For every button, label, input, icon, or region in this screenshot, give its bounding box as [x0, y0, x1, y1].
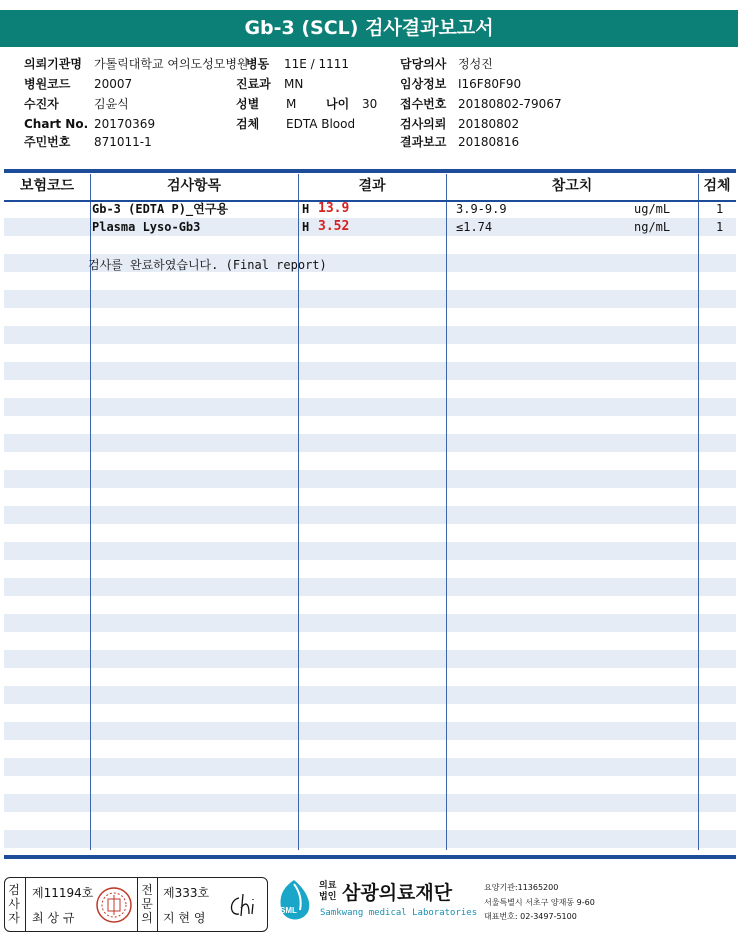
specimen-count: 1: [716, 220, 724, 234]
dept-value: MN: [284, 77, 304, 91]
row-stripe: [4, 650, 736, 668]
seal-stamp-icon: [95, 886, 133, 924]
request-label: 검사의뢰: [400, 117, 447, 131]
doctor-label: 담당의사: [400, 57, 447, 71]
specialist-number: 제333호: [163, 886, 210, 900]
test-item: Plasma Lyso-Gb3: [92, 220, 201, 234]
row-stripe: [4, 794, 736, 812]
row-stripe: [4, 434, 736, 452]
row-stripe: [4, 614, 736, 632]
header-result: 결과: [358, 178, 386, 194]
org-code: 요양기관:11365200: [484, 883, 559, 892]
row-stripe: [4, 506, 736, 524]
code-label: 병원코드: [24, 77, 71, 91]
age-label: 나이: [326, 97, 350, 111]
completion-note: 검사를 완료하였습니다. (Final report): [88, 258, 327, 272]
specialist-label: 전문의: [141, 883, 153, 925]
table-top-rule: [4, 169, 736, 173]
report-date-value: 20180816: [458, 135, 520, 149]
code-value: 20007: [94, 77, 133, 91]
result-flag: H: [302, 202, 310, 216]
specimen-label: 검체: [236, 117, 260, 131]
logo-text: SML: [280, 906, 297, 915]
row-stripe: [4, 578, 736, 596]
row-stripe: [4, 290, 736, 308]
row-stripe: [4, 326, 736, 344]
hospital-value: 가톨릭대학교 여의도성모병원: [94, 57, 249, 71]
doctor-value: 정성진: [458, 57, 493, 71]
clinical-value: I16F80F90: [458, 77, 522, 91]
header-item: 검사항목: [166, 178, 222, 194]
signature-box: [4, 877, 268, 932]
row-stripe: [4, 686, 736, 704]
receipt-value: 20180802-79067: [458, 97, 562, 111]
reference-range: ≤1.74: [456, 220, 493, 234]
clinical-label: 임상정보: [400, 77, 447, 91]
ward-label: 병동: [246, 57, 270, 71]
org-phone: 대표번호: 02-3497-5100: [484, 912, 577, 921]
specimen-value: EDTA Blood: [286, 117, 356, 131]
column-divider: [90, 174, 91, 850]
specialist-name: 지 현 영: [163, 911, 206, 925]
result-value: 13.9: [318, 201, 350, 216]
request-value: 20180802: [458, 117, 520, 131]
id-value: 871011-1: [94, 135, 152, 149]
reference-unit: ug/mL: [634, 202, 671, 216]
examiner-number: 제11194호: [32, 886, 94, 900]
org-prefix-2: 법인: [319, 892, 337, 902]
chart-label: Chart No.: [24, 117, 89, 131]
report-date-label: 결과보고: [400, 135, 447, 149]
header-code: 보험코드: [19, 178, 75, 194]
age-value: 30: [362, 97, 378, 111]
patient-label: 수진자: [24, 97, 59, 111]
divider: [137, 878, 138, 931]
row-stripe: [4, 362, 736, 380]
sex-label: 성별: [236, 97, 260, 111]
signature-icon: [225, 888, 265, 922]
result-value: 3.52: [318, 219, 350, 234]
results-table: [4, 174, 736, 850]
header-specimen: 검체: [703, 178, 731, 194]
org-address: 서울특별시 서초구 양재동 9-60: [484, 898, 595, 907]
patient-value: 김윤식: [94, 97, 129, 111]
row-stripe: [4, 722, 736, 740]
dept-label: 진료과: [236, 77, 271, 91]
reference-unit: ng/mL: [634, 220, 671, 234]
receipt-label: 접수번호: [400, 97, 447, 111]
examiner-name: 최 상 규: [32, 911, 75, 925]
hospital-label: 의뢰기관명: [24, 57, 82, 71]
org-english-name: Samkwang medical Laboratories: [320, 908, 478, 918]
sex-value: M: [286, 97, 297, 111]
org-prefix-1: 의료: [319, 881, 337, 891]
row-stripe: [4, 542, 736, 560]
column-divider: [698, 174, 699, 850]
header-reference: 참고치: [551, 178, 593, 194]
chart-value: 20170369: [94, 117, 156, 131]
column-divider: [298, 174, 299, 850]
test-item: Gb-3 (EDTA P)_연구용: [92, 202, 228, 216]
divider: [25, 878, 26, 931]
row-stripe: [4, 398, 736, 416]
result-flag: H: [302, 220, 310, 234]
report-title: Gb-3 (SCL) 검사결과보고서: [0, 10, 738, 47]
column-divider: [446, 174, 447, 850]
ward-value: 11E / 1111: [284, 57, 350, 71]
specimen-count: 1: [716, 202, 724, 216]
row-stripe: [4, 830, 736, 848]
table-header: [4, 174, 736, 200]
table-bottom-rule: [4, 855, 736, 859]
org-name: 삼광의료재단: [342, 882, 453, 904]
id-label: 주민번호: [24, 135, 71, 149]
sml-logo-icon: [272, 878, 316, 924]
reference-range: 3.9-9.9: [456, 202, 507, 216]
row-stripe: [4, 470, 736, 488]
divider: [157, 878, 158, 931]
row-stripe: [4, 758, 736, 776]
examiner-label: 검사자: [8, 883, 20, 925]
